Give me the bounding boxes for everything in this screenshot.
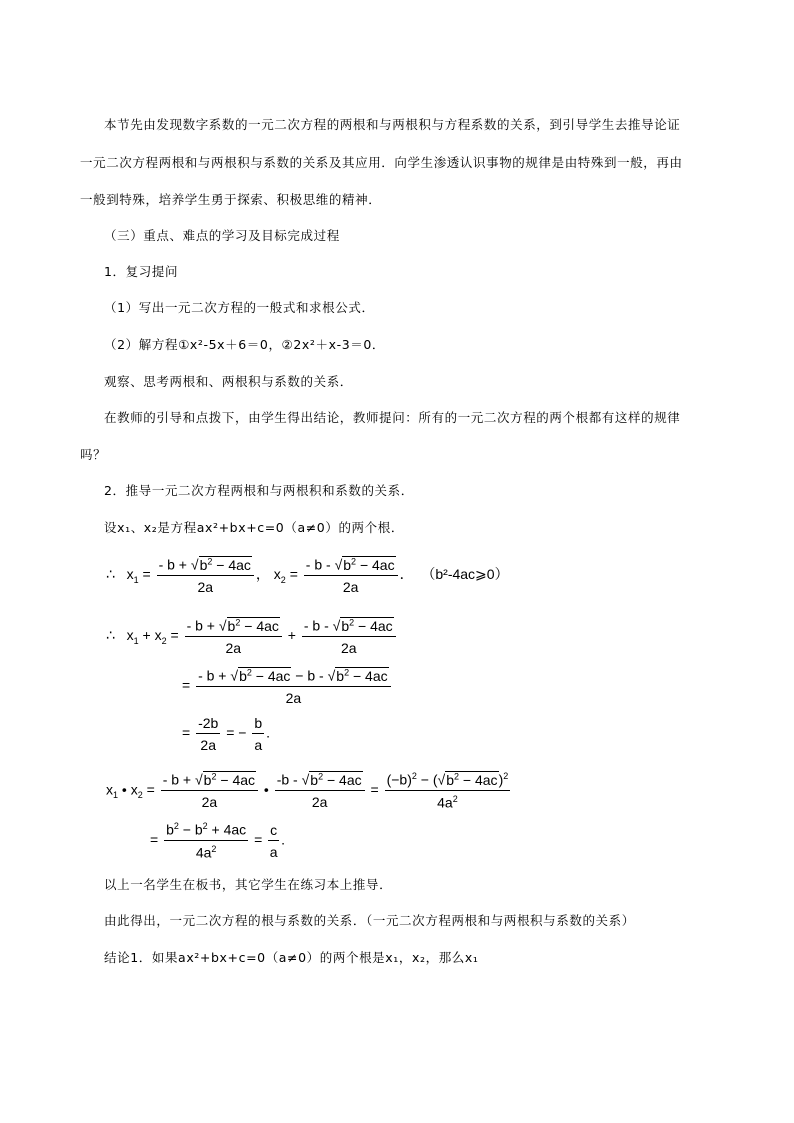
therefore-symbol-2: ∴ xyxy=(106,627,115,644)
root1-fraction: $\frac{- b + √b^2 - 4ac}{2a}$ xyxy=(157,556,254,595)
question-2-equation-1: ①x²-5x＋6＝0， xyxy=(178,337,282,352)
result-line: 由此得出，一元二次方程的根与系数的关系．（一元二次方程两根和与两根积与系数的关系） xyxy=(104,913,635,928)
sum-step-3: = $\frac{-2b}{2a}$ = − $\frac{b}{a}$ . xyxy=(182,715,271,753)
product-fraction-1: $\frac{- b + √b^2 - 4ac}{2a}$ xyxy=(161,771,258,810)
board-line: 以上一名学生在板书，其它学生在练习本上推导． xyxy=(104,877,393,892)
product-step-2: = $\frac{b^2 - b^2 + 4ac}{4a^2}$ = $\frac{c}{a}$ . xyxy=(150,821,286,861)
root2-fraction: $\frac{- b - √b^2 - 4ac}{2a}$ xyxy=(304,556,398,595)
question-2-prefix: （2）解方程 xyxy=(104,337,179,352)
product-fraction-2: $\frac{-b - √b^2 - 4ac}{2a}$ xyxy=(275,771,365,810)
assume-line: 设x₁、x₂是方程ax²+bx+c=0（a≠0）的两个根． xyxy=(104,520,404,535)
product-result-fraction: $\frac{c}{a}$ xyxy=(269,821,278,860)
derive-heading: 2．推导一元二次方程两根和与两根积和系数的关系． xyxy=(104,483,414,498)
sum-simplified-fraction: $\frac{-2b}{2a}$ xyxy=(198,715,219,753)
paragraph-line-2: 一元二次方程两根和与两根积与系数的关系及其应用．向学生渗透认识事物的规律是由特殊到一般，再由 xyxy=(80,155,683,170)
product-fraction-3: $\frac{(-b)^2 - (√b^2 - 4ac)^2}{4a^2}$ xyxy=(386,771,509,811)
review-heading: 1．复习提问 xyxy=(104,264,179,279)
sum-fraction-2: $\frac{- b - √b^2 - 4ac}{2a}$ xyxy=(302,617,396,656)
guide-line-1: 在教师的引导和点拨下，由学生得出结论，教师提问：所有的一元二次方程的两个根都有这样的规律 xyxy=(104,410,681,425)
sum-result-fraction: $\frac{b}{a}$ xyxy=(254,715,263,753)
discriminant-condition: （b²-4ac⩾0） xyxy=(421,566,509,583)
question-1: （1）写出一元二次方程的一般式和求根公式． xyxy=(104,300,375,315)
therefore-symbol: ∴ xyxy=(106,566,115,583)
roots-formula: ∴ $x_1$ = $\frac{- b + √b^2 - 4ac}{2a}$ ， $x_2$ = $\frac{- b - √b^2 - 4ac}{2a}$ ． （b²-4ac⩾0） xyxy=(106,556,509,595)
section-heading: （三）重点、难点的学习及目标完成过程 xyxy=(104,228,340,243)
paragraph-line-3: 一般到特殊，培养学生勇于探索、积极思维的精神． xyxy=(80,192,382,207)
guide-line-2: 吗？ xyxy=(80,447,107,462)
product-simplified-fraction: $\frac{b^2 - b^2 + 4ac}{4a^2}$ xyxy=(166,821,247,861)
sum-formula: ∴ $x_1 + x_2$ = $\frac{- b + √b^2 - 4ac}{2a}$ + $\frac{- b - √b^2 - 4ac}{2a}$ xyxy=(106,617,398,656)
product-formula: $x_1$ • $x_2$ = $\frac{- b + √b^2 - 4ac}{2a}$ • $\frac{-b - √b^2 - 4ac}{2a}$ = $\frac{(-b)^2 - (√b^2 - 4ac)^2}{4a^2}$ xyxy=(106,771,509,811)
sum-fraction-1: $\frac{- b + √b^2 - 4ac}{2a}$ xyxy=(185,617,282,656)
sum-combined-fraction: $\frac{- b + √b^2 - 4ac - b - √b^2 - 4ac}{2a}$ xyxy=(196,667,391,706)
conclusion-line: 结论1．如果ax²+bx+c=0（a≠0）的两个根是x₁，x₂，那么x₁ xyxy=(104,950,479,965)
sum-step-2: = $\frac{- b + √b^2 - 4ac - b - √b^2 - 4ac}{2a}$ xyxy=(182,667,393,706)
question-2 xyxy=(104,337,385,353)
paragraph-line-1: 本节先由发现数字系数的一元二次方程的两根和与两根积与方程系数的关系，到引导学生去推导论证 xyxy=(104,117,681,132)
observe-line: 观察、思考两根和、两根积与系数的关系． xyxy=(104,374,353,389)
question-2-equation-2: ②2x²＋x-3＝0． xyxy=(281,337,386,352)
